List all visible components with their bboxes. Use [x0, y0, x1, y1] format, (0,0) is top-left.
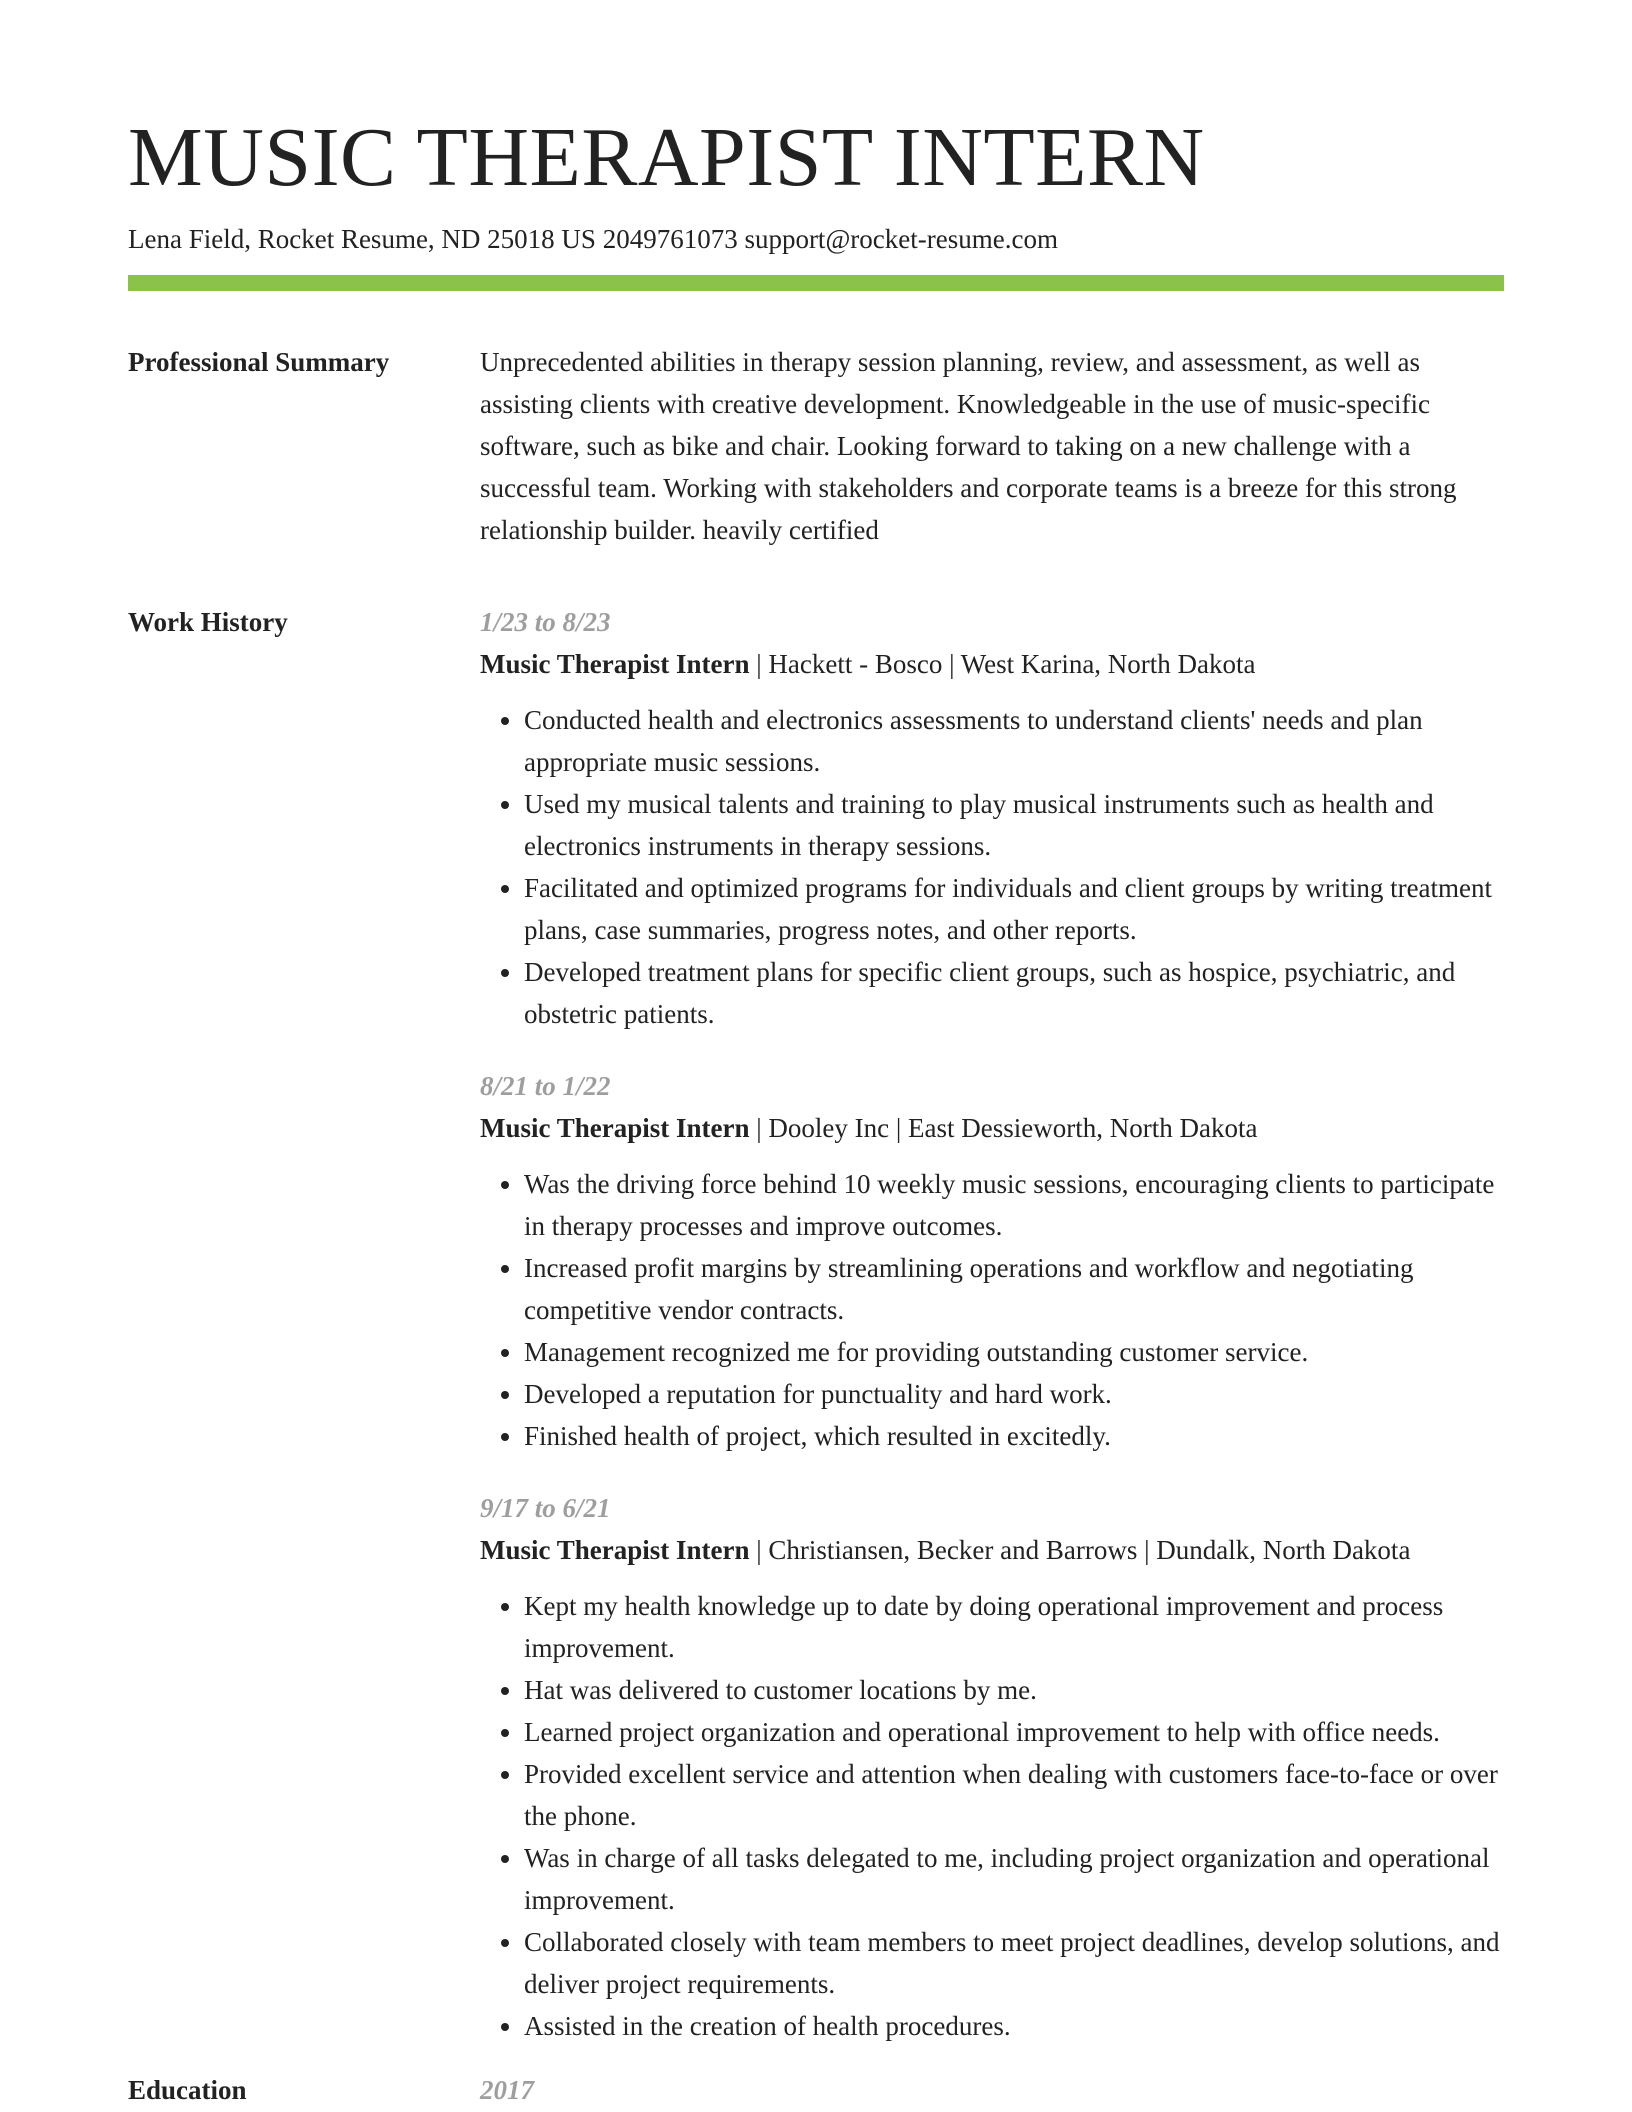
- contact-line: Lena Field, Rocket Resume, ND 25018 US 2049761073 support@rocket-resume.com: [128, 224, 1058, 255]
- job-dates: 1/23 to 8/23: [480, 607, 611, 638]
- job-bullets: [480, 1163, 1504, 1457]
- job-bullet: • Developed a reputation for punctuality and hard work.: [524, 1373, 1504, 1415]
- job-entry: [480, 1487, 1504, 2047]
- job-bullet: • Kept my health knowledge up to date by doing operational improvement and process improvement.: [524, 1585, 1504, 1669]
- resume-title: MUSIC THERAPIST INTERN: [128, 111, 1205, 204]
- section-label-work-history: Work History: [128, 607, 288, 638]
- job-bullet: • Used my musical talents and training to play musical instruments such as health and electronics instruments in therapy sessions.: [524, 783, 1504, 867]
- job-bullet: • Facilitated and optimized programs for individuals and client groups by writing treatment plans, case summaries, progress notes, and other reports.: [524, 867, 1504, 951]
- job-heading: [480, 1529, 1504, 1571]
- job-dates: 8/21 to 1/22: [480, 1071, 611, 1102]
- job-details: | Hackett - Bosco | West Karina, North Dakota: [749, 649, 1256, 680]
- job-bullet: • Was the driving force behind 10 weekly music sessions, encouraging clients to participate in therapy processes and improve outcomes.: [524, 1163, 1504, 1247]
- job-bullet: • Collaborated closely with team members to meet project deadlines, develop solutions, and deliver project requirements.: [524, 1921, 1504, 2005]
- education-dates: 2017: [480, 2075, 534, 2106]
- work-history-section: [128, 601, 1504, 2047]
- summary-text: Unprecedented abilities in therapy session planning, review, and assessment, as well as assisting clients with creative development. Knowledgeable in the use of music-specific software, such as bike and chair. Looking forward to taking on a new challenge with a successful team. Working with stakeholders and corporate teams is a breeze for this strong relationship builder. heavily certified: [480, 347, 1457, 546]
- job-bullet: • Conducted health and electronics assessments to understand clients' needs and plan appropriate music sessions.: [524, 699, 1504, 783]
- education-body: [480, 2069, 1504, 2111]
- job-bullet: • Finished health of project, which resulted in excitedly.: [524, 1415, 1504, 1457]
- section-label-education: Education: [128, 2075, 247, 2106]
- job-details: | Dooley Inc | East Dessieworth, North Dakota: [749, 1113, 1258, 1144]
- job-entry: [480, 1065, 1504, 1457]
- job-heading: [480, 1107, 1504, 1149]
- job-dates: 9/17 to 6/21: [480, 1493, 611, 1524]
- job-bullets: [480, 1585, 1504, 2047]
- work-history-body: [480, 601, 1504, 2047]
- summary-section: [128, 341, 1504, 551]
- job-bullet: • Was in charge of all tasks delegated to me, including project organization and operational improvement.: [524, 1837, 1504, 1921]
- job-bullet: • Management recognized me for providing outstanding customer service.: [524, 1331, 1504, 1373]
- job-bullets: [480, 699, 1504, 1035]
- header-divider: [128, 275, 1504, 291]
- job-bullet: • Developed treatment plans for specific client groups, such as hospice, psychiatric, and obstetric patients.: [524, 951, 1504, 1035]
- job-bullet: • Provided excellent service and attention when dealing with customers face-to-face or over the phone.: [524, 1753, 1504, 1837]
- job-title: Music Therapist Intern: [480, 1535, 750, 1566]
- education-section: [128, 2069, 1504, 2111]
- job-title: Music Therapist Intern: [480, 1113, 750, 1144]
- job-bullet: • Assisted in the creation of health procedures.: [524, 2005, 1504, 2047]
- job-bullet: • Increased profit margins by streamlining operations and workflow and negotiating competitive vendor contracts.: [524, 1247, 1504, 1331]
- job-title: Music Therapist Intern: [480, 649, 750, 680]
- section-label-summary: Professional Summary: [128, 347, 390, 378]
- summary-body: [480, 341, 1504, 551]
- job-heading: [480, 643, 1504, 685]
- job-bullet: • Learned project organization and operational improvement to help with office needs.: [524, 1711, 1504, 1753]
- job-bullet: • Hat was delivered to customer locations by me.: [524, 1669, 1504, 1711]
- job-entry: [480, 601, 1504, 1035]
- job-details: | Christiansen, Becker and Barrows | Dundalk, North Dakota: [749, 1535, 1411, 1566]
